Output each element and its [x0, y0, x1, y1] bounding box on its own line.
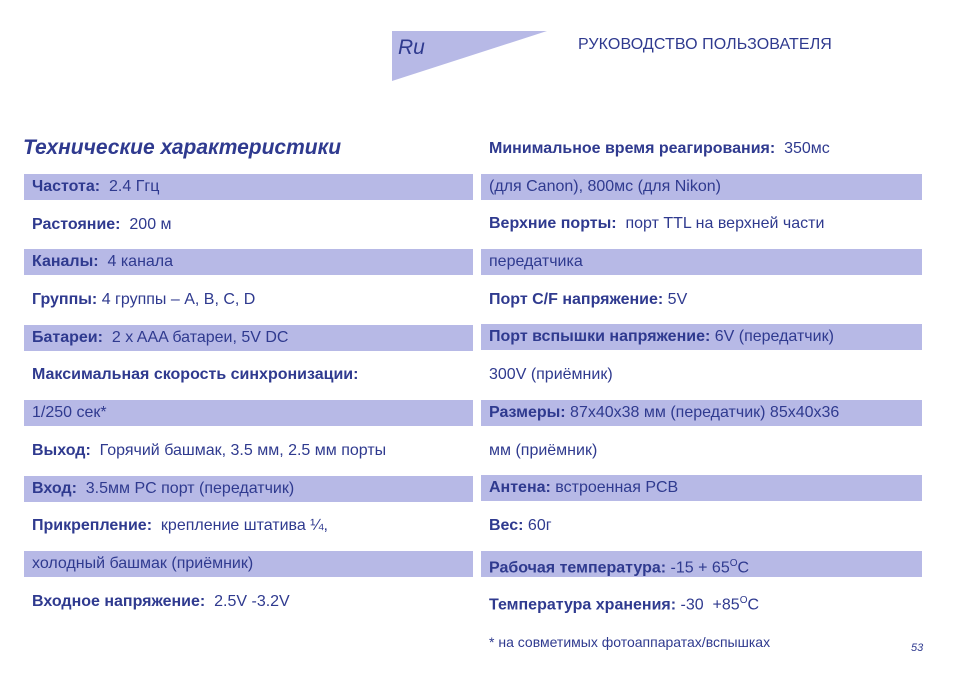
- spec-label: Группы:: [32, 291, 98, 309]
- section-title: Технические характеристики: [23, 136, 342, 159]
- spec-row: [481, 513, 922, 539]
- spec-value: холодный башмак (приёмник): [32, 554, 254, 572]
- spec-value: 6V (передатчик): [710, 328, 834, 346]
- spec-row: [481, 475, 922, 501]
- spec-value: 2 x AAA батареи, 5V DC: [102, 328, 289, 346]
- spec-value: 4 канала: [98, 253, 174, 271]
- spec-value: 350мс: [775, 140, 830, 157]
- spec-row: [24, 212, 473, 238]
- spec-value: 2.5V -3.2V: [205, 592, 290, 610]
- unit-suffix: C: [737, 558, 750, 576]
- spec-label: Вход:: [32, 479, 77, 497]
- spec-row: [481, 287, 922, 313]
- spec-value: 300V (приёмник): [489, 366, 613, 384]
- spec-label: Батареи:: [32, 328, 103, 346]
- spec-value: 200 м: [120, 215, 172, 233]
- spec-value: порт TTL на верхней части: [616, 215, 825, 233]
- spec-row: [481, 551, 922, 577]
- spec-label: Порт C/F напряжение:: [489, 290, 664, 308]
- spec-row: [481, 588, 922, 614]
- spec-row: [481, 324, 922, 350]
- spec-row: [481, 136, 922, 162]
- spec-value: -30 +85: [676, 596, 740, 614]
- spec-value: 60г: [523, 516, 552, 534]
- degree-superscript: O: [739, 595, 748, 607]
- spec-row: [24, 438, 473, 464]
- language-label: Ru: [398, 36, 425, 59]
- spec-value: 87x40x38 мм (передатчик) 85x40x36: [565, 403, 840, 421]
- spec-row: [24, 325, 473, 351]
- spec-label: Размеры:: [489, 403, 566, 421]
- spec-row: [24, 513, 473, 539]
- spec-row: [24, 249, 473, 275]
- specs-right-column: [481, 136, 922, 626]
- spec-row: [481, 249, 922, 275]
- degree-superscript: O: [729, 557, 738, 569]
- spec-row: [24, 362, 473, 388]
- spec-label: Температура хранения:: [489, 596, 677, 614]
- spec-value: Горячий башмак, 3.5 мм, 2.5 мм порты: [90, 441, 387, 459]
- spec-label: Максимальная скорость синхронизации:: [32, 366, 359, 384]
- spec-label: Верхние порты:: [489, 215, 617, 233]
- spec-value: 5V: [663, 290, 688, 308]
- spec-value: передатчика: [489, 253, 583, 271]
- page-number: 53: [911, 642, 924, 654]
- spec-value: встроенная PCB: [550, 479, 679, 497]
- spec-label: Частота:: [32, 178, 101, 195]
- spec-value: 1/250 сек*: [32, 404, 107, 422]
- spec-value: 4 группы – A, B, C, D: [97, 291, 256, 309]
- spec-row: [481, 362, 922, 388]
- spec-label: Антена:: [489, 479, 551, 497]
- spec-value: крепление штатива ¼,: [152, 517, 328, 535]
- spec-label: Вес:: [489, 516, 524, 534]
- footnote: * на совметимых фотоаппаратах/вспышках: [489, 634, 771, 650]
- spec-row: [24, 400, 473, 426]
- spec-row: [24, 174, 473, 200]
- spec-label: Минимальное время реагирования:: [489, 140, 776, 157]
- spec-row: [481, 174, 922, 200]
- header-title: РУКОВОДСТВО ПОЛЬЗОВАТЕЛЯ: [578, 36, 832, 53]
- spec-row: [24, 287, 473, 313]
- spec-row: [24, 551, 473, 577]
- spec-row: [24, 476, 473, 502]
- specs-left-column: [24, 174, 473, 626]
- spec-row: [481, 438, 922, 464]
- spec-label: Выход:: [32, 441, 91, 459]
- spec-value: -15 + 65: [666, 558, 730, 576]
- spec-value: мм (приёмник): [489, 441, 598, 459]
- spec-label: Рабочая температура:: [489, 558, 667, 576]
- spec-label: Каналы:: [32, 253, 99, 271]
- spec-label: Растояние:: [32, 215, 121, 233]
- spec-value: 2.4 Ггц: [100, 178, 160, 195]
- spec-label: Порт вспышки напряжение:: [489, 328, 711, 346]
- unit-suffix: C: [747, 596, 760, 614]
- spec-value: (для Canon), 800мс (для Nikon): [489, 177, 721, 195]
- spec-label: Прикрепление:: [32, 517, 153, 535]
- spec-row: [24, 589, 473, 615]
- spec-value: 3.5мм PC порт (передатчик): [76, 479, 295, 497]
- spec-label: Входное напряжение:: [32, 592, 206, 610]
- spec-row: [481, 400, 922, 426]
- spec-row: [481, 211, 922, 237]
